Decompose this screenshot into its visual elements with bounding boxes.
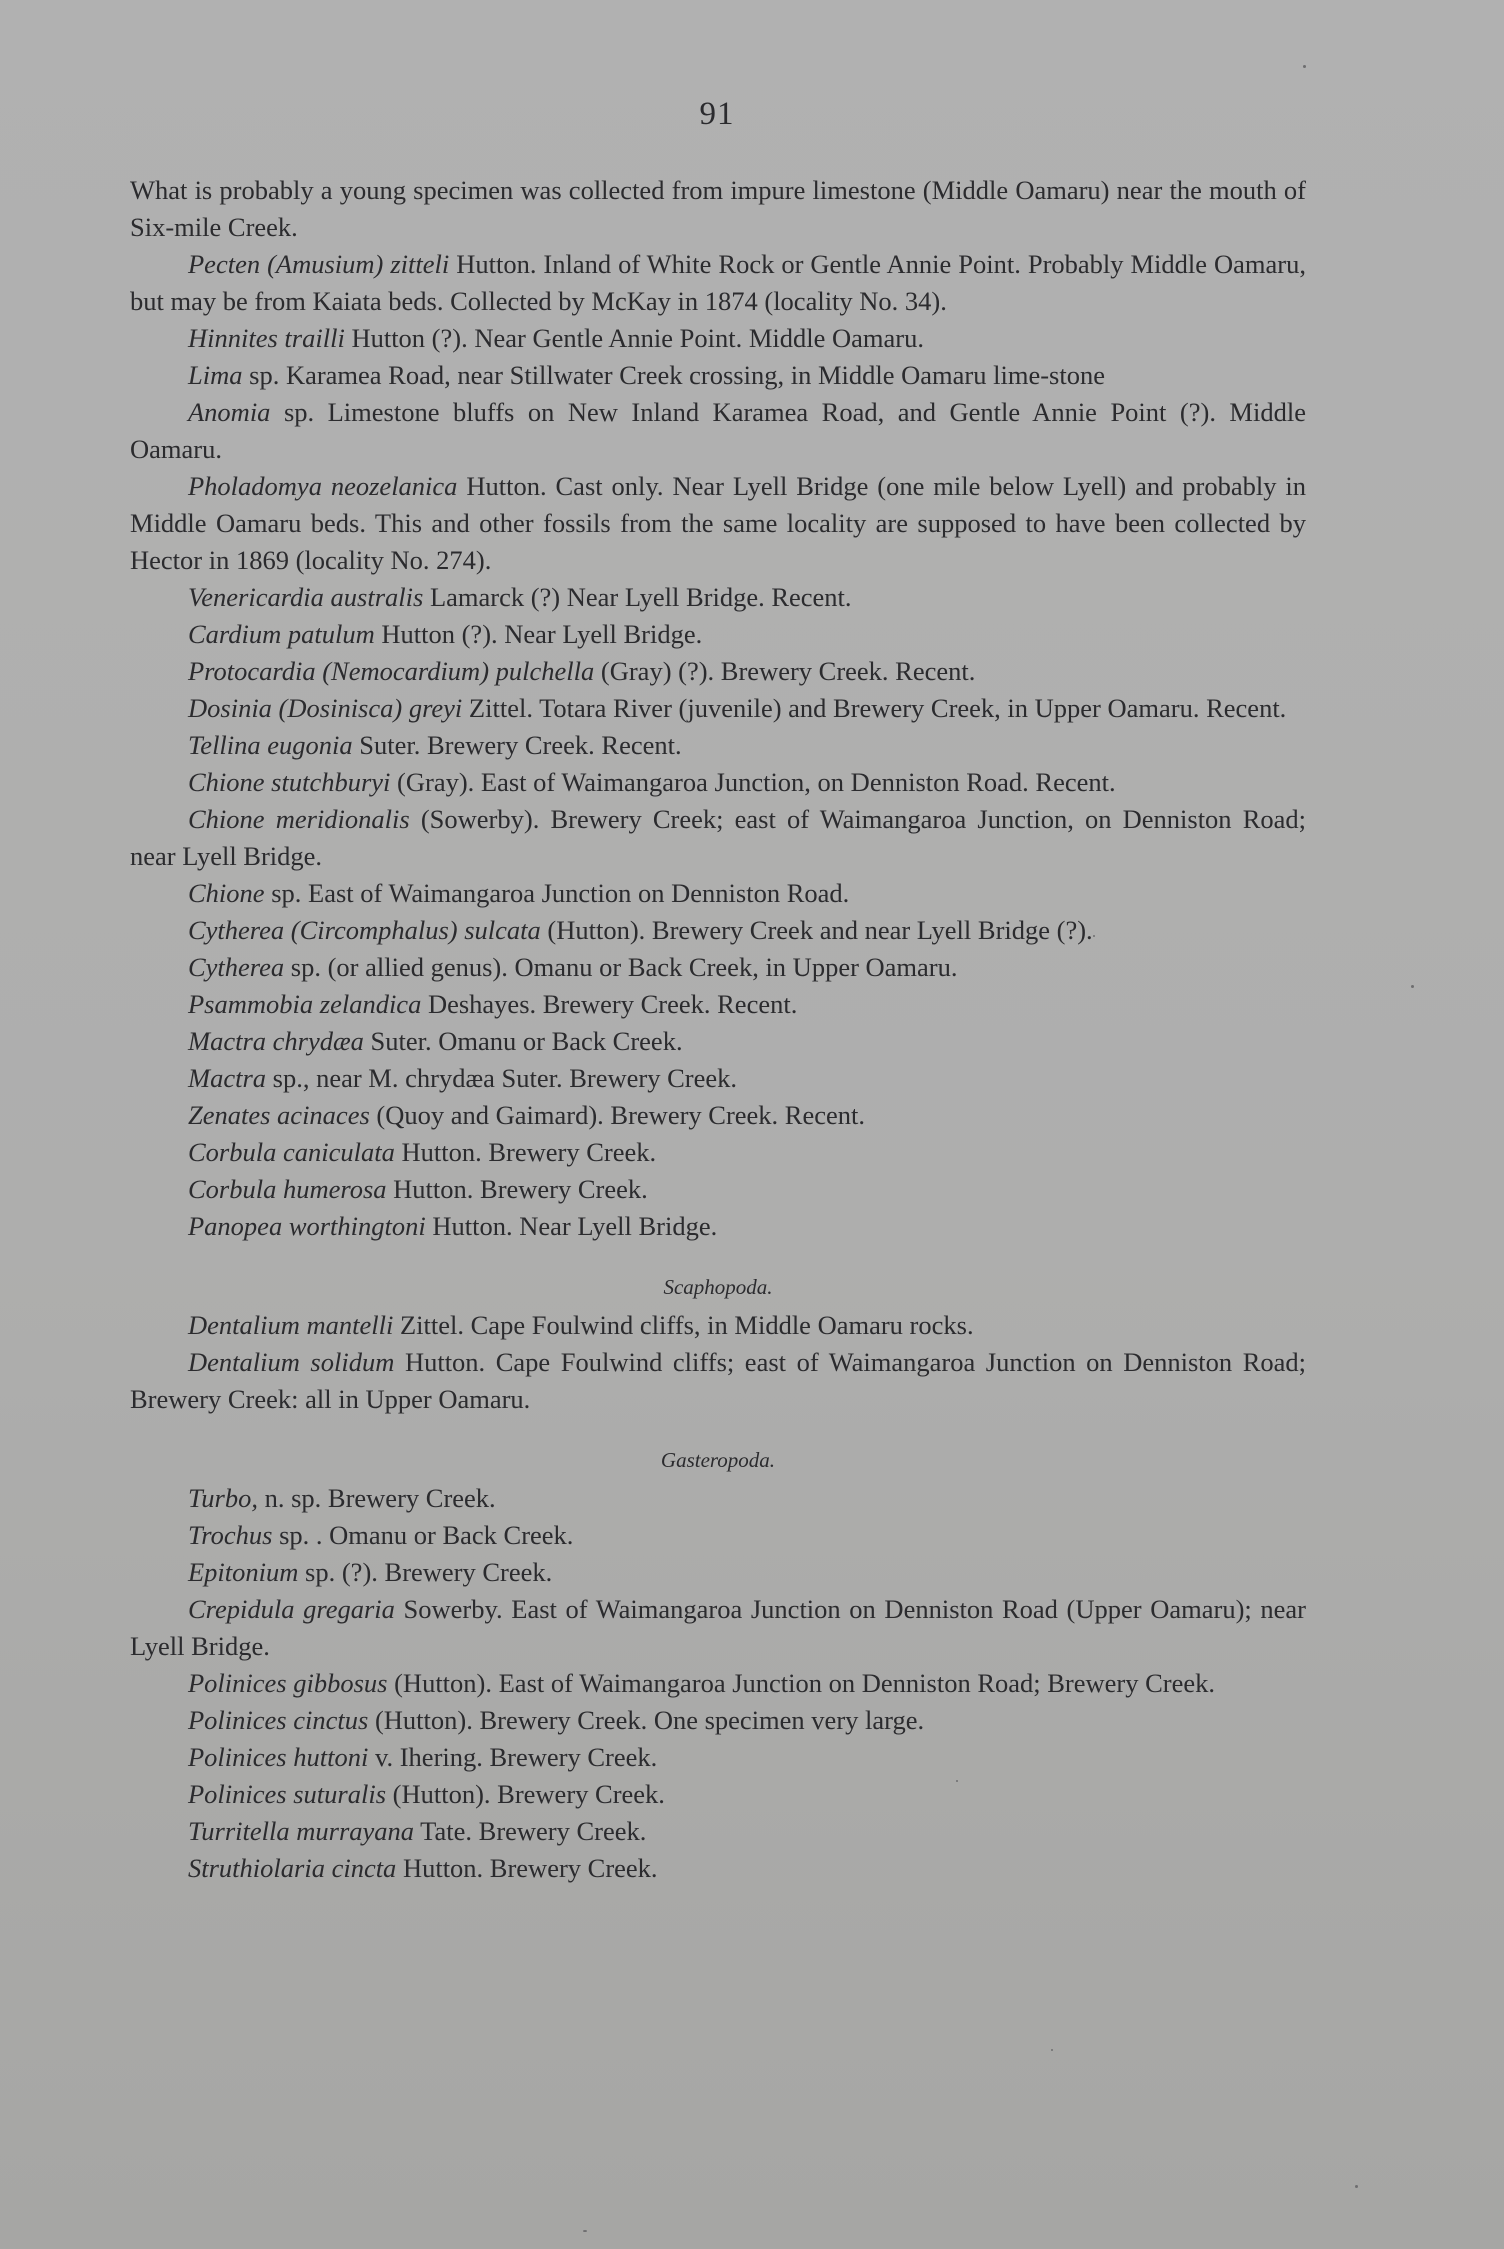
species-entry xyxy=(130,1776,1306,1813)
gasteropoda-entries xyxy=(130,1480,1306,1887)
species-name: Chione meridionalis xyxy=(188,804,410,834)
species-entry xyxy=(130,1171,1306,1208)
species-entry xyxy=(130,1813,1306,1850)
scaphopoda-entries xyxy=(130,1307,1306,1418)
species-entry xyxy=(130,1554,1306,1591)
species-name: Chione xyxy=(188,878,265,908)
species-description: sp., near M. chrydæa Suter. Brewery Creek. xyxy=(272,1063,737,1093)
species-entry xyxy=(130,616,1306,653)
species-description: Zittel. Cape Foulwind cliffs, in Middle Oamaru rocks. xyxy=(399,1310,974,1340)
species-name: Tellina eugonia xyxy=(188,730,353,760)
species-name: Panopea worthingtoni xyxy=(188,1211,426,1241)
species-entry xyxy=(130,246,1306,320)
species-description: Suter. Brewery Creek. Recent. xyxy=(359,730,682,760)
species-entry xyxy=(130,1307,1306,1344)
species-description: sp. Karamea Road, near Stillwater Creek crossing, in Middle Oamaru lime-stone xyxy=(249,360,1105,390)
species-name: Chione stutchburyi xyxy=(188,767,391,797)
species-name: Dentalium solidum xyxy=(188,1347,395,1377)
scan-speck xyxy=(583,2230,587,2232)
scan-speck xyxy=(956,1780,958,1782)
species-entry xyxy=(130,764,1306,801)
species-description: (Hutton). Brewery Creek. One specimen very large. xyxy=(374,1705,925,1735)
species-name: Cytherea (Circomphalus) sulcata xyxy=(188,915,541,945)
species-entry xyxy=(130,653,1306,690)
species-name: Struthiolaria cincta xyxy=(188,1853,397,1883)
species-name: Mactra xyxy=(188,1063,267,1093)
species-name: Dosinia (Dosinisca) greyi xyxy=(188,693,463,723)
species-name: Crepidula gregaria xyxy=(188,1594,395,1624)
scan-speck xyxy=(1303,65,1306,68)
species-entry xyxy=(130,949,1306,986)
scan-speck xyxy=(1051,2049,1053,2051)
species-description: Hutton. Cast only. Near Lyell Bridge (one mile below Lyell) and probably in Middle Oamaru beds. This and other fossils from the same locality are supposed to have been collected by Hector in 1869 (locality No. 274). xyxy=(130,471,1307,575)
species-name: Dentalium mantelli xyxy=(188,1310,394,1340)
species-description: Deshayes. Brewery Creek. Recent. xyxy=(427,989,798,1019)
species-description: Hutton. Inland of White Rock or Gentle Annie Point. Probably Middle Oamaru, but may be from Kaiata beds. Collected by McKay in 1874 (locality No. 34). xyxy=(130,249,1306,316)
species-description: Tate. Brewery Creek. xyxy=(420,1816,647,1846)
species-entry xyxy=(130,1208,1306,1245)
species-entry xyxy=(130,357,1306,394)
species-name: Polinices suturalis xyxy=(188,1779,387,1809)
page-body xyxy=(130,172,1306,1887)
species-name: Corbula humerosa xyxy=(188,1174,387,1204)
species-entry xyxy=(130,468,1306,579)
species-name: Psammobia zelandica xyxy=(188,989,422,1019)
species-entry xyxy=(130,1702,1306,1739)
species-entry xyxy=(130,1344,1306,1418)
bivalve-entries xyxy=(130,246,1306,1245)
species-entry xyxy=(130,1665,1306,1702)
species-name: Anomia xyxy=(188,397,271,427)
species-description: v. Ihering. Brewery Creek. xyxy=(374,1742,658,1772)
species-description: sp. (?). Brewery Creek. xyxy=(305,1557,553,1587)
species-description: Hutton. Cape Foulwind cliffs; east of Waimangaroa Junction on Denniston Road; Brewery Creek: all in Upper Oamaru. xyxy=(130,1347,1306,1414)
species-entry xyxy=(130,1517,1306,1554)
species-entry xyxy=(130,1023,1306,1060)
species-description: Zittel. Totara River (juvenile) and Brewery Creek, in Upper Oamaru. Recent. xyxy=(468,693,1287,723)
page-number: 91 xyxy=(699,96,735,132)
species-name: Polinices cinctus xyxy=(188,1705,369,1735)
species-description: Hutton. Brewery Creek. xyxy=(393,1174,648,1204)
species-entry xyxy=(130,320,1306,357)
species-description: (Gray). East of Waimangaroa Junction, on Denniston Road. Recent. xyxy=(397,767,1116,797)
species-description: (Quoy and Gaimard). Brewery Creek. Recent. xyxy=(376,1100,865,1130)
species-name: Cytherea xyxy=(188,952,285,982)
species-name: Turritella murrayana xyxy=(188,1816,415,1846)
species-name: Cardium patulum xyxy=(188,619,375,649)
species-entry xyxy=(130,1097,1306,1134)
species-description: Suter. Omanu or Back Creek. xyxy=(370,1026,683,1056)
species-entry xyxy=(130,912,1306,949)
scan-speck xyxy=(1411,985,1414,988)
species-description: (Hutton). Brewery Creek. xyxy=(392,1779,665,1809)
species-description: sp. East of Waimangaroa Junction on Denniston Road. xyxy=(271,878,850,908)
scan-speck xyxy=(1355,2185,1358,2188)
species-name: Epitonium xyxy=(188,1557,299,1587)
intro-text: What is probably a young specimen was collected from impure limestone (Middle Oamaru) near the mouth of Six-mile Creek. xyxy=(130,175,1306,242)
species-entry xyxy=(130,875,1306,912)
species-name: Pholadomya neozelanica xyxy=(188,471,458,501)
species-entry xyxy=(130,579,1306,616)
species-description: Hutton (?). Near Gentle Annie Point. Middle Oamaru. xyxy=(351,323,924,353)
species-description: (Gray) (?). Brewery Creek. Recent. xyxy=(600,656,976,686)
species-entry xyxy=(130,1850,1306,1887)
species-name: Zenates acinaces xyxy=(188,1100,370,1130)
species-name: Trochus xyxy=(188,1520,273,1550)
species-description: Lamarck (?) Near Lyell Bridge. Recent. xyxy=(429,582,852,612)
species-entry xyxy=(130,690,1306,727)
species-description: (Hutton). East of Waimangaroa Junction on Denniston Road; Brewery Creek. xyxy=(394,1668,1216,1698)
species-name: Polinices huttoni xyxy=(188,1742,369,1772)
species-name: Polinices gibbosus xyxy=(188,1668,388,1698)
species-entry xyxy=(130,1060,1306,1097)
species-description: Hutton (?). Near Lyell Bridge. xyxy=(381,619,703,649)
species-entry xyxy=(130,1739,1306,1776)
species-description: n. sp. Brewery Creek. xyxy=(264,1483,496,1513)
species-description: (Hutton). Brewery Creek and near Lyell Bridge (?). xyxy=(547,915,1093,945)
species-name: Corbula caniculata xyxy=(188,1137,395,1167)
species-entry xyxy=(130,986,1306,1023)
species-name: Lima xyxy=(188,360,243,390)
species-description: sp. Limestone bluffs on New Inland Karamea Road, and Gentle Annie Point (?). Middle Oamaru. xyxy=(130,397,1306,464)
species-description: Hutton. Brewery Creek. xyxy=(401,1137,657,1167)
species-name: Protocardia (Nemocardium) pulchella xyxy=(188,656,595,686)
scan-speck xyxy=(1093,935,1095,937)
species-entry xyxy=(130,1591,1306,1665)
species-description: Sowerby. East of Waimangaroa Junction on Denniston Road (Upper Oamaru); near Lyell Bridge. xyxy=(130,1594,1307,1661)
species-name: Pecten (Amusium) zitteli xyxy=(188,249,450,279)
species-entry xyxy=(130,727,1306,764)
species-entry xyxy=(130,1134,1306,1171)
species-name: Hinnites trailli xyxy=(188,323,345,353)
species-description: sp. (or allied genus). Omanu or Back Creek, in Upper Oamaru. xyxy=(290,952,958,982)
species-name: Mactra chrydæa xyxy=(188,1026,364,1056)
species-name: Turbo, xyxy=(188,1483,258,1513)
species-entry xyxy=(130,1480,1306,1517)
section-heading-gasteropoda: Gasteropoda. xyxy=(660,1448,776,1472)
species-description: Hutton. Near Lyell Bridge. xyxy=(432,1211,718,1241)
species-description: (Sowerby). Brewery Creek; east of Waimangaroa Junction, on Denniston Road; near Lyell Bridge. xyxy=(130,804,1307,871)
intro-paragraph xyxy=(130,172,1306,246)
species-description: Hutton. Brewery Creek. xyxy=(402,1853,658,1883)
species-entry xyxy=(130,801,1306,875)
species-entry xyxy=(130,394,1306,468)
species-name: Venericardia australis xyxy=(188,582,424,612)
section-heading-scaphopoda: Scaphopoda. xyxy=(663,1275,773,1299)
species-description: sp. . Omanu or Back Creek. xyxy=(279,1520,574,1550)
